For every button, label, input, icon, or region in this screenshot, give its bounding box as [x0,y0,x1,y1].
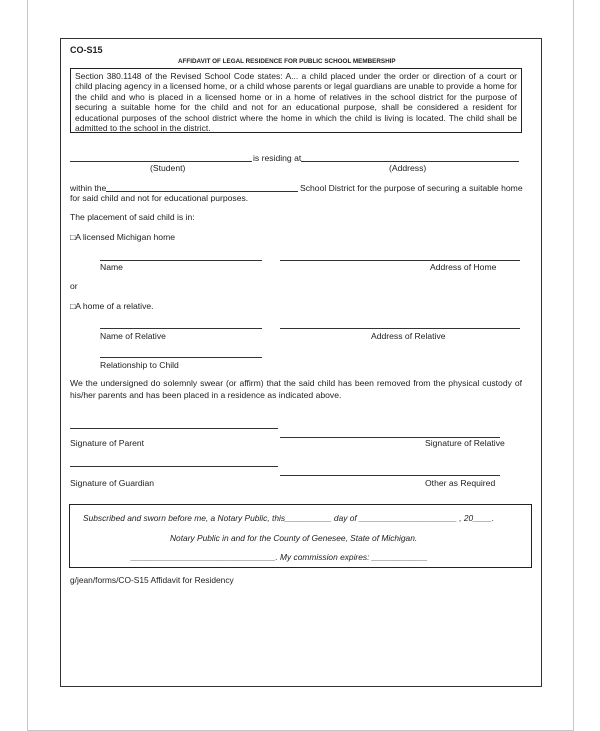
student-label: (Student) [150,163,186,173]
relationship-field[interactable] [100,357,262,358]
notary-line-2: Notary Public in and for the County of Genesee, State of Michigan. [170,533,418,543]
school-district-field[interactable] [106,191,298,192]
placement-text: The placement of said child is in: [70,212,195,222]
or-text: or [70,281,78,291]
oath-text: We the undersigned do solemnly swear (or affirm) that the said child has been removed from the physical custody of his/her parents and has been placed in a residence as indicated above. [70,378,522,400]
sig-guardian-label: Signature of Guardian [70,478,155,488]
address-field[interactable] [301,161,519,162]
notary-line-1: Subscribed and sworn before me, a Notary Public, this__________ day of _____________________ , 20____. [83,513,495,523]
district-text: School District for the purpose of securing a suitable home [300,183,523,193]
notary-line-3: _______________________________. My commission expires: ____________ [131,552,428,562]
relationship-label: Relationship to Child [100,360,179,370]
name-label: Name [100,262,123,272]
relative-address-field[interactable] [280,328,520,329]
home-address-field[interactable] [280,260,520,261]
district-text-2: for said child and not for educational purposes. [70,193,249,203]
statute-text: Section 380.1148 of the Revised School Code states: A... a child placed under the order or direction of a court or child placing agency in a licensed home, or a child whose parents or legal guardians are unable to provide a home for the child and who is placed in a licensed home or in a home of relatives in the school district for the purpose of securing a suitable home for the child and not for an educational purpose, shall be considered a resident for educational purposes of the school district where the home in which the child is living is located. The child shall be admitted to the school in the district. [75,71,517,134]
parent-signature-field[interactable] [70,428,278,429]
address-relative-label: Address of Relative [371,331,446,341]
residing-at-text: is residing at [253,153,302,163]
student-field[interactable] [70,161,252,162]
option-licensed-home[interactable]: □A licensed Michigan home [70,232,176,242]
form-code: CO-S15 [70,45,103,55]
other-signature-field[interactable] [280,475,500,476]
form-title: AFFIDAVIT OF LEGAL RESIDENCE FOR PUBLIC SCHOOL MEMBERSHIP [178,58,396,65]
sig-parent-label: Signature of Parent [70,438,145,448]
statute-box [70,68,522,133]
guardian-signature-field[interactable] [70,466,278,467]
address-home-label: Address of Home [430,262,497,272]
sig-relative-label: Signature of Relative [425,438,505,448]
within-the-text: within the [70,183,107,193]
address-label: (Address) [389,163,427,173]
name-relative-label: Name of Relative [100,331,166,341]
other-required-label: Other as Required [425,478,496,488]
name-field[interactable] [100,260,262,261]
relative-name-field[interactable] [100,328,262,329]
footer-path: g/jean/forms/CO-S15 Affidavit for Residency [70,575,234,585]
option-relative-home[interactable]: □A home of a relative. [70,301,154,311]
